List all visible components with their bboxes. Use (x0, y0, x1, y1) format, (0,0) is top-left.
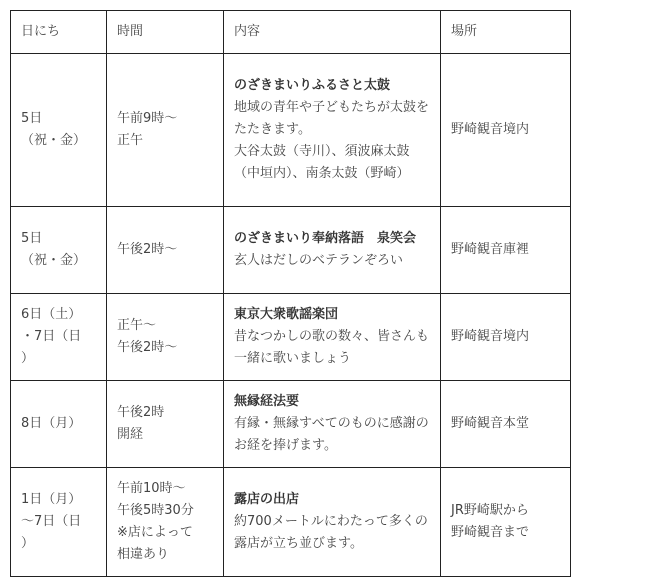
table-row (11, 381, 571, 468)
cell-date (11, 54, 107, 207)
time-text: 開経 (117, 427, 144, 442)
cell-place (441, 381, 571, 468)
date-text: （祝・金） (21, 253, 87, 268)
cell-content (224, 54, 441, 207)
event-description: 大谷太鼓（寺川）、須波麻太鼓（中垣内）、南条太鼓（野崎） (234, 144, 410, 181)
event-title: 無縁経法要 (234, 394, 300, 409)
cell-time (107, 381, 224, 468)
cell-time (107, 294, 224, 381)
time-text: 相違あり (117, 547, 170, 562)
table-row (11, 294, 571, 381)
event-title: 東京大衆歌謡楽団 (234, 307, 339, 322)
cell-place (441, 294, 571, 381)
event-title: のざきまいりふるさと太鼓 (234, 78, 391, 93)
cell-place (441, 54, 571, 207)
table-row (11, 207, 571, 294)
place-text: 野崎観音境内 (451, 329, 530, 344)
time-text: 正午 (117, 133, 144, 148)
date-text: 〜7日（日 (21, 514, 82, 529)
header-place: 場所 (441, 11, 571, 54)
event-title: のざきまいり奉納落語 泉笑会 (234, 231, 417, 246)
header-time: 時間 (107, 11, 224, 54)
date-text: 8日（月） (21, 416, 82, 431)
cell-place (441, 207, 571, 294)
time-text: 午前10時〜 (117, 481, 186, 496)
date-text: 1日（月） (21, 492, 82, 507)
date-text: ） (21, 536, 35, 551)
event-description: 昔なつかしの歌の数々、皆さんも一緒に歌いましょう (234, 329, 430, 366)
date-text: （祝・金） (21, 133, 87, 148)
event-description: 有縁・無縁すべてのものに感謝のお経を捧げます。 (234, 416, 429, 453)
event-title: 露店の出店 (234, 492, 300, 507)
event-description: 玄人はだしのベテランぞろい (234, 253, 404, 268)
place-text: JR野崎駅から (451, 503, 529, 518)
cell-content (224, 381, 441, 468)
cell-content (224, 207, 441, 294)
cell-time (107, 54, 224, 207)
time-text: 午前9時〜 (117, 111, 178, 126)
cell-content (224, 294, 441, 381)
date-text: 5日 (21, 231, 43, 246)
time-text: 午後2時〜 (117, 340, 178, 355)
time-text: 午後2時〜 (117, 242, 178, 257)
header-content: 内容 (224, 11, 441, 54)
date-text: 6日（土） (21, 307, 82, 322)
cell-date (11, 207, 107, 294)
cell-date (11, 381, 107, 468)
header-date: 日にち (11, 11, 107, 54)
time-text: 午後5時30分 (117, 503, 194, 518)
place-text: 野崎観音境内 (451, 122, 530, 137)
cell-date (11, 294, 107, 381)
time-text: ※店によって (117, 525, 193, 540)
cell-date (11, 468, 107, 577)
table-row (11, 468, 571, 577)
cell-place (441, 468, 571, 577)
time-text: 正午〜 (117, 318, 157, 333)
table-row (11, 54, 571, 207)
cell-content (224, 468, 441, 577)
date-text: 5日 (21, 111, 43, 126)
event-description: 約700メートルにわたって多くの露店が立ち並びます。 (234, 514, 428, 551)
event-schedule-table (10, 10, 571, 577)
table-header-row (11, 11, 571, 54)
place-text: 野崎観音まで (451, 525, 530, 540)
event-description: 地域の青年や子どもたちが太鼓をたたきます。 (234, 100, 430, 137)
date-text: ） (21, 351, 35, 366)
place-text: 野崎観音本堂 (451, 416, 530, 431)
cell-time (107, 468, 224, 577)
date-text: ・7日（日 (21, 329, 82, 344)
place-text: 野崎観音庫裡 (451, 242, 530, 257)
time-text: 午後2時 (117, 405, 165, 420)
cell-time (107, 207, 224, 294)
